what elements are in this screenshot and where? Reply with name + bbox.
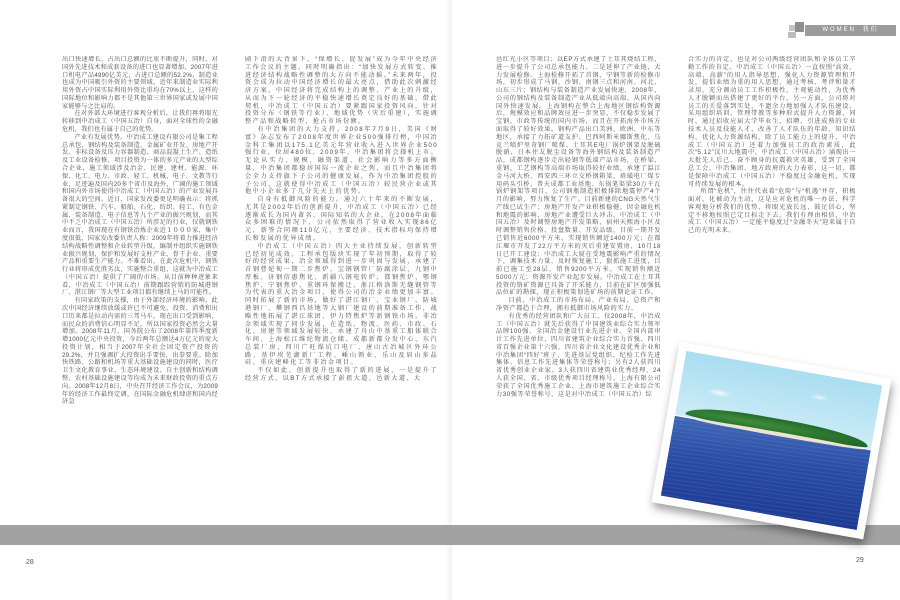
header-decor-square-icon — [795, 22, 804, 32]
paragraph: 产业有发展优势。中冶成工建设有限公司是集工程总承包、钢结构及装备制造、金属矿业开发、房地产开发、非标设备及压力容器制造、商品混凝土生产、造纸及工业设备检修、项目投资为一体的多元产业的大型综合企业，施工领域涉及冶金、民建、建材、能源、环保、化工、电力、市政、轻工、机械、电子、文教等行业，足迹遍及国内20多个省市及海外，广阔的施工领域和国内外市场使得中冶成工（中国五冶）的产业发展具备很大的空间。近日，国家发改委更是明确表示：将抓紧制定钢铁、汽车、船舶、石化、纺织、轻工、有色金属、装备制造、电子信息等九个产业的振兴规划，而其中不乏中冶成工（中国五冶）所涉足的行业，仅就钢铁业而言，我国现在有钢铁冶炼企业近１０００家，集中度很低，国家发改委负责人称：2009年将着力推进经济结构战略性调整和企业转型升级，编制并组织实施钢铁业振兴规划，保护和发展好支柱产业、骨干企业、重要产品和重要生产能力。不难看出，在此次危机中，钢铁行业将形成优胜劣汰，实施整合重组，这就为中冶成工（中国五冶）提供了广阔的市场。从目前种种迹象来看，中冶成工（中国五冶）前期跟踪营销的防城港钢厂、湛江钢厂等大型工业项目都有继续上马的可能性。 — [62, 133, 218, 297]
text-column-right-1 — [496, 56, 661, 524]
text-column-left-2 — [245, 56, 438, 524]
paragraph: 出口快速增长，占出口总额的比重不断提升，同时，对国外先进技术和成套设备的进口也显著增加，2007年进口机电产品4990亿美元，占进口总额的52.2%，制造业也成为中国吸引外资的主要领域。近年来制造业实际利用外资占中国实际利用外资比重均在70%以上，这样的国际地位和影响力都不是其他第三世界国家或发展中国家能够与之比肩的。 — [62, 56, 218, 110]
paragraph: 在对外部大环境进行客观分析后，让我们再将眼光转移到中冶成工（中国五冶）自身，面对全球性的金融危机，我们也有属于自己的优势。 — [62, 110, 218, 134]
paragraph: 合实力的肯定，也是对公司两级经营团队和全体员工辛勤工作的肯定。中冶成工（中国五冶）一直按照“高效、高端、高薪”的用人指导思想，强化人力资源管理和开发，提倡业绩为重的用人思想，通过考核、考评和量才录用，充分调动员工工作积极性、主观能动性，为优秀人才脱颖而出搭建了更好的平台，另一方面，公司将对员工的关爱落到实处，不遗余力地加强人才队伍建设，采用组织培训、管理带教等多种形式提升人力资源，同时，通过招收应届大学毕业生，招聘、引进成熟的专业技术人员及技能人才，改善了人才队伍的年龄、知识结构，优化人力资源结构，除了员工能力上的提升，中冶成工（中国五冶）还着力加强员工的政治素质，此次“5.12”汶川大地震中，中冶成工（中国五冶）涌现出一大批先人后己、奋不顾身的抗震救灾英雄，受到了全国总工会、中冶集团、地方政府的大力表彰，这一切，都是保障中冶成工（中国五冶）平稳度过金融危机，实现可持续发展的根本。 — [688, 56, 856, 188]
page-number-left: 28 — [26, 559, 34, 566]
section-header-label: WOMEN 我们 — [822, 27, 879, 33]
footer-band — [0, 525, 900, 545]
page-number-right: 29 — [856, 557, 864, 564]
header-decor-square-icon — [788, 32, 796, 38]
island-sea-photo — [651, 342, 891, 540]
text-column-left-1 — [62, 56, 218, 524]
paragraph: 有国家政策的支撑，由于外部经济环境的影响，此次中国经济继续放缓或许已不可避免，投资、消费和出口历来都是拉动内需的三驾马车，现在出口受到影响，而民众的消费信心明显不足，所以国家投资必然会大量增加。2008年11月，国务院公布了2008年第四季度新增1000亿元中央投资，今后两年总额达4万亿元的庞大投资计划，相当于2007年全社会固定资产投资的29.2%，并且强调扩大投资出手要快，出拳要重。除加快铁路、公路和机场等重大基础设施建设的同时，医疗卫生文化教育事业、生态环境建设、自主创新和结构调整、农村基础设施建设等均成为未来财政投资的重点方向。2008年12月8日，中央召开经济工作会议，为2009年的经济工作最终定调，在国际金融危机肆虐和国内经济急 — [62, 297, 218, 406]
paragraph: 邑红光小区等项目；以EP方式承建了土耳其烧结工程，进一步提升了公司总承包能力。二是延伸了产业链，大力发展检修。上海检修开拓了首钢、宁钢等新的检修市场，初步形成了马钢、沙钢、南钢三点和河南、河北、山东三片；钢结构与装备制造产业发展快速，2008年，公司的钢结构及装备制造产业从低端向高端、从国内向国外快速发展。上海钢构在整合上海地区钢结构资源后，规模效应和品牌效应进一步突显，不仅稳步发展了宝钢、市政等传统的国内市场，而且在开拓海外市场方面取得了较好效果。钢构产品出口美洲、欧洲、中东等地区，承接了力拓矿道支护、巴西阿斯米娜斯焦化、乌克兰喷炉里奇钢厂喷煤、土耳其E电厂锅炉钢架及脱硫脱硝、日本住友脱尘设备等海外钢结构及装备制造产品，成都钢构逐步走出轻钢等低端产品市场，在桥梁、重钢、工艺钢构等高端市场取得较好业绩，承建了温江金马河大桥、西安西三环立交桥钢箱梁、珞璜电厂煤专用码头引桥、普天成都工业基地、东锅笔渠梁30万千瓦锅炉钢架等项目，公司钢瓶制造积极排除地震停产4个月的影响，努力恢复了生产。目前新建的CNG天然气生产线已试生产；房地产开发产业积极稳健，因金融危机和地震的影响，房地产业遭受巨大冲击，中冶成工（中国五冶）及时调整房地产开发策略，宿州天熙海小区及时调整销售价格、投盘数量、开发品级，目前一期开发已销售近6000平方米，实现销售额近1400万元；在都江堰市开发了22万平方米的灾后重建安置房，10月18日已开工建设；中冶成工大厦在受地震影响严重的情况下，调集技术力量，及时恢复施工，狠抓施工进度，目前已施工至28层、销售9200平方米，实现销售额近5000万元；资源开发产业起步发展。中冶成工在土耳其投资的铬矿资源已具备了开采能力，目前在矿区加强低品位矿的勘探，现正积极策划选矿场的前期论证工作。 — [496, 56, 661, 297]
paragraph: 有中冶集团的大力支持。2008年7月9日，美国《财富》杂志发布了2008年度世界企业500强排行榜，中国冶金科工集团以175.1亿美元年营业收入进入世界企业500强行业，位居480位。2009年，中冶集团将会择机上市。无论从实力、规模、融资渠道、社会影响力等多方面衡量，中冶集团都稳居国际一流企业之列，而且中冶集团将会全力支持旗下子公司的健康发展，作为中冶集团控股的子公司，这就使得中冶成工（中国五冶）较民营企业或其他中小企业多了几分先天上的优势。 — [245, 126, 438, 196]
paragraph: 中冶成工（中国五冶）四大主业持续发展，创新转型已经初见成效。工程承包版块实现了年初预期，取得了较好的经营成果，冶金领域得到进一步巩固与发展，承建了首钢曹妃甸一期二步焦炉、宝钢钢管厂防腐涂层、九钢中厚板、济钢信惠焦化、新疆八钢电转炉、邯钢焦炉、鄂钢焦炉、宁钢焦炉、重钢环保搬迁、浙江格洛斯无缝钢管等为代表的重大冶金项目，使得公司的冶金业绩更加丰富。同时拓展了新的市场，做好了湛江钢厂、宝业钢厂、防城港钢厂、攀钢西昌基地等大钢厂建设的前期准备工作，战略性地拓展了湛江球团、伊力特焦炉等新钢铁市场。非冶金领域实现了同步发展，在造纸、物流、医药、市政、石化、房建等领域发展较快，承建了舟山中基重工船体联合车间、上海松江维纶物流仓储、成都新都分发中心、东汽总装厂房、四川广旺煤坑口电厂、唐山古冶城区外环公路、基伊埃芜湖新厂工程、嵊山领业、乐山及眉山多晶硅、重庆建峰化工等非冶金项目。 — [245, 242, 438, 367]
paragraph: 不仅如此，创新提升也取得了新的进展，一是提升了经营方式，以BT方式承接了彭祖大道、邑新大道、大 — [245, 367, 438, 383]
photo-scene — [661, 351, 883, 530]
paragraph: 目前，中冶成工的市场布局、产业布局、总资产和净资产都趋于合理，拥有抵御市场风险的实力。 — [496, 297, 661, 312]
page-gutter — [446, 0, 454, 600]
paragraph: 所谓“危机”，往往代表着“危险”与“机遇”并存，积极面对，化被动为主动，这是应对危机的唯一办法，科学客观地分析我们的优势，将眼光放长远，鼓足信心，坚定不移地按照已定目标走下去。我们有理由相信，中冶成工（中国五冶）一定能平稳度过“金融冬天”迎来属于自己的光明未来。 — [688, 188, 856, 235]
paragraph: 自身有抵御风险的能力。通过六十年来的不断发展，尤其是2002年后的创新提升，中冶成工（中国五冶）已经逐渐成长为国内著名、国际知名的大企业，在2008年面临众多困难的情况下，公司依然取得了营业收入实现86亿元，新签合同额110亿元，主要经济、技术指标均保持增长和发展的优异成绩。 — [245, 196, 438, 242]
paragraph: 剧下滑的大背景下，“保增长、促发展”成为今年中央经济工作会议的主题，同时明确指出：“加快发展方式转变、推进经济结构战略性调整的大方向不能动摇。”未来两年，投资会成为拉动中国经济增长的最大亮点，借助此次刺激经济方案，中国经济将完成结构上的调整、产业上的升级，从而为下一轮经济的平稳快速增长奠定良好的基础，借此契机，中冶成工（中国五冶）要紧跟国家投资风向，针对投资分布（钢铁等行业）、地域优势（灾后重建），实施调整产品和战略转型，抢占市场份额。 — [245, 56, 438, 126]
text-column-right-2 — [688, 56, 856, 318]
section-header-bar — [805, 25, 896, 36]
paragraph: 有优秀的经营团队和广大员工，仅2008年，中冶成工（中国五冶）就先后获得了中国建筑业综合实力领军品牌100强、全国冶金建设行业先进企业、全国内部审计工作先进单位、四川省建筑企业综合实力首强、四川省百强企业第十六强、四川省企业文化建设优秀企业和中冶集团“四好”班子、先进基层党组织、纪检工作先进集体、信息工作先进集体等荣誉称号；另有2人获四川省优秀创业企业家、3人获四川省建筑业优秀经理、24人获全国、省、市级优秀项目经理称号，上海有限公司荣获了全国优秀施工企业、上海市建筑施工企业综合实力30强等荣誉称号，这是对中冶成工（中国五冶）综 — [496, 312, 661, 398]
